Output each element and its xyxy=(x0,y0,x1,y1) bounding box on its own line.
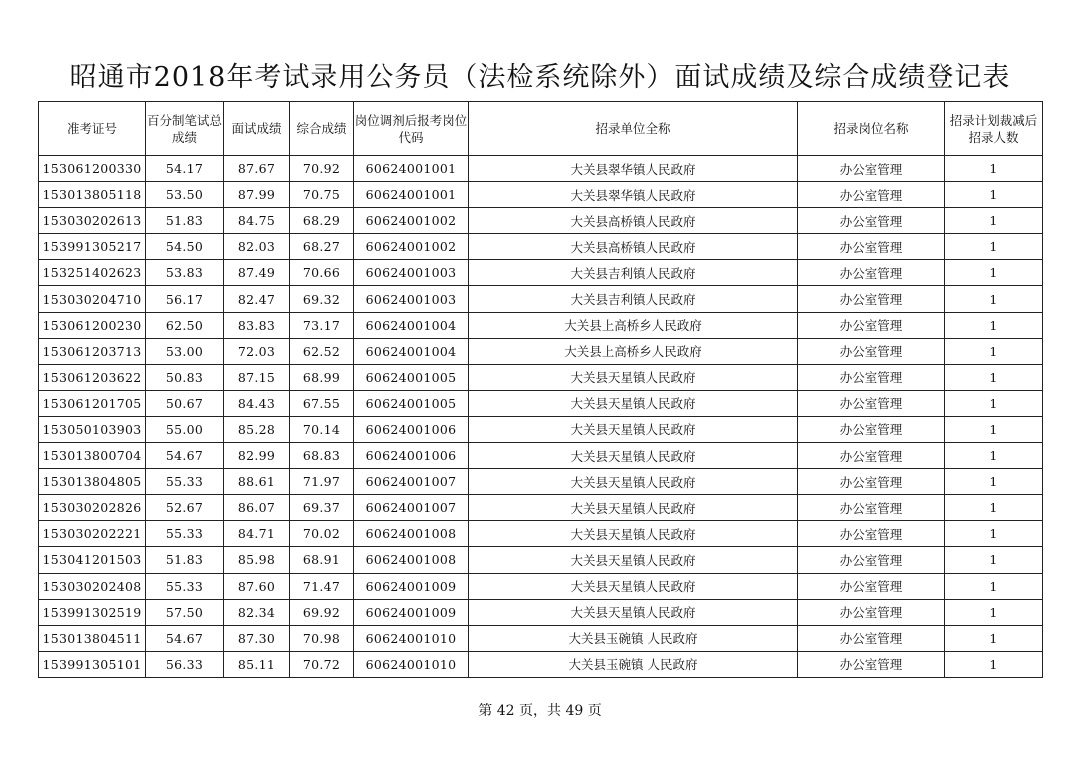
exam-id-cell: 153013800704 xyxy=(39,443,146,469)
total-score-cell: 70.14 xyxy=(290,416,354,442)
table-row xyxy=(39,260,1043,286)
unit-name-cell: 大关县天星镇人民政府 xyxy=(469,416,798,442)
unit-name-cell: 大关县天星镇人民政府 xyxy=(469,599,798,625)
unit-name-cell: 大关县翠华镇人民政府 xyxy=(469,182,798,208)
position-code-cell: 60624001002 xyxy=(354,208,469,234)
table-body xyxy=(39,156,1043,678)
interview-score-cell: 84.43 xyxy=(224,390,290,416)
unit-name-cell: 大关县吉利镇人民政府 xyxy=(469,286,798,312)
interview-score-cell: 88.61 xyxy=(224,469,290,495)
interview-score-cell: 87.49 xyxy=(224,260,290,286)
position-name-cell: 办公室管理 xyxy=(798,390,945,416)
position-code-cell: 60624001006 xyxy=(354,443,469,469)
quota-cell: 1 xyxy=(945,234,1043,260)
table-row xyxy=(39,521,1043,547)
total-score-cell: 68.27 xyxy=(290,234,354,260)
total-score-cell: 70.98 xyxy=(290,625,354,651)
table-row xyxy=(39,390,1043,416)
written-score-cell: 52.67 xyxy=(146,495,224,521)
position-name-cell: 办公室管理 xyxy=(798,364,945,390)
unit-name-cell: 大关县天星镇人民政府 xyxy=(469,469,798,495)
position-code-cell: 60624001004 xyxy=(354,338,469,364)
table-row xyxy=(39,625,1043,651)
exam-id-cell: 153030204710 xyxy=(39,286,146,312)
written-score-cell: 53.00 xyxy=(146,338,224,364)
header-position-name: 招录岗位名称 xyxy=(798,102,945,156)
position-name-cell: 办公室管理 xyxy=(798,443,945,469)
score-table xyxy=(38,101,1043,678)
written-score-cell: 53.83 xyxy=(146,260,224,286)
header-total-score: 综合成绩 xyxy=(290,102,354,156)
unit-name-cell: 大关县上高桥乡人民政府 xyxy=(469,312,798,338)
table-row xyxy=(39,338,1043,364)
total-score-cell: 69.92 xyxy=(290,599,354,625)
position-name-cell: 办公室管理 xyxy=(798,234,945,260)
total-score-cell: 67.55 xyxy=(290,390,354,416)
unit-name-cell: 大关县天星镇人民政府 xyxy=(469,521,798,547)
position-name-cell: 办公室管理 xyxy=(798,416,945,442)
position-code-cell: 60624001001 xyxy=(354,182,469,208)
table-row xyxy=(39,599,1043,625)
interview-score-cell: 86.07 xyxy=(224,495,290,521)
position-code-cell: 60624001008 xyxy=(354,547,469,573)
position-name-cell: 办公室管理 xyxy=(798,521,945,547)
exam-id-cell: 153013804511 xyxy=(39,625,146,651)
total-score-cell: 69.32 xyxy=(290,286,354,312)
quota-cell: 1 xyxy=(945,312,1043,338)
written-score-cell: 55.00 xyxy=(146,416,224,442)
interview-score-cell: 83.83 xyxy=(224,312,290,338)
unit-name-cell: 大关县天星镇人民政府 xyxy=(469,573,798,599)
total-score-cell: 70.66 xyxy=(290,260,354,286)
position-code-cell: 60624001009 xyxy=(354,599,469,625)
header-interview-score: 面试成绩 xyxy=(224,102,290,156)
exam-id-cell: 153061200330 xyxy=(39,156,146,182)
exam-id-cell: 153030202826 xyxy=(39,495,146,521)
total-score-cell: 71.97 xyxy=(290,469,354,495)
unit-name-cell: 大关县天星镇人民政府 xyxy=(469,364,798,390)
unit-name-cell: 大关县上高桥乡人民政府 xyxy=(469,338,798,364)
total-score-cell: 71.47 xyxy=(290,573,354,599)
table-row xyxy=(39,156,1043,182)
header-written-score: 百分制笔试总成绩 xyxy=(146,102,224,156)
total-score-cell: 68.83 xyxy=(290,443,354,469)
interview-score-cell: 85.11 xyxy=(224,651,290,677)
total-score-cell: 70.02 xyxy=(290,521,354,547)
total-score-cell: 68.99 xyxy=(290,364,354,390)
interview-score-cell: 87.60 xyxy=(224,573,290,599)
interview-score-cell: 85.28 xyxy=(224,416,290,442)
quota-cell: 1 xyxy=(945,495,1043,521)
table-row xyxy=(39,547,1043,573)
quota-cell: 1 xyxy=(945,208,1043,234)
position-code-cell: 60624001004 xyxy=(354,312,469,338)
written-score-cell: 55.33 xyxy=(146,469,224,495)
unit-name-cell: 大关县玉碗镇 人民政府 xyxy=(469,651,798,677)
written-score-cell: 51.83 xyxy=(146,208,224,234)
table-row xyxy=(39,443,1043,469)
interview-score-cell: 82.47 xyxy=(224,286,290,312)
exam-id-cell: 153061200230 xyxy=(39,312,146,338)
written-score-cell: 54.67 xyxy=(146,443,224,469)
written-score-cell: 57.50 xyxy=(146,599,224,625)
position-name-cell: 办公室管理 xyxy=(798,547,945,573)
position-name-cell: 办公室管理 xyxy=(798,495,945,521)
total-score-cell: 68.91 xyxy=(290,547,354,573)
header-position-code: 岗位调剂后报考岗位代码 xyxy=(354,102,469,156)
position-code-cell: 60624001008 xyxy=(354,521,469,547)
unit-name-cell: 大关县高桥镇人民政府 xyxy=(469,208,798,234)
position-code-cell: 60624001007 xyxy=(354,469,469,495)
unit-name-cell: 大关县天星镇人民政府 xyxy=(469,547,798,573)
exam-id-cell: 153050103903 xyxy=(39,416,146,442)
position-name-cell: 办公室管理 xyxy=(798,599,945,625)
total-score-cell: 70.92 xyxy=(290,156,354,182)
unit-name-cell: 大关县天星镇人民政府 xyxy=(469,390,798,416)
interview-score-cell: 82.34 xyxy=(224,599,290,625)
table-row xyxy=(39,208,1043,234)
quota-cell: 1 xyxy=(945,156,1043,182)
exam-id-cell: 153030202613 xyxy=(39,208,146,234)
position-code-cell: 60624001010 xyxy=(354,651,469,677)
quota-cell: 1 xyxy=(945,625,1043,651)
total-score-cell: 70.72 xyxy=(290,651,354,677)
unit-name-cell: 大关县吉利镇人民政府 xyxy=(469,260,798,286)
exam-id-cell: 153061203713 xyxy=(39,338,146,364)
quota-cell: 1 xyxy=(945,469,1043,495)
quota-cell: 1 xyxy=(945,547,1043,573)
position-code-cell: 60624001003 xyxy=(354,286,469,312)
quota-cell: 1 xyxy=(945,416,1043,442)
written-score-cell: 55.33 xyxy=(146,521,224,547)
total-score-cell: 70.75 xyxy=(290,182,354,208)
position-code-cell: 60624001005 xyxy=(354,364,469,390)
position-name-cell: 办公室管理 xyxy=(798,625,945,651)
exam-id-cell: 153030202221 xyxy=(39,521,146,547)
table-row xyxy=(39,651,1043,677)
interview-score-cell: 72.03 xyxy=(224,338,290,364)
table-row xyxy=(39,286,1043,312)
total-score-cell: 73.17 xyxy=(290,312,354,338)
position-name-cell: 办公室管理 xyxy=(798,573,945,599)
position-name-cell: 办公室管理 xyxy=(798,651,945,677)
page-footer: 第 42 页，共 49 页 xyxy=(478,703,602,719)
table-row xyxy=(39,416,1043,442)
exam-id-cell: 153061203622 xyxy=(39,364,146,390)
written-score-cell: 50.67 xyxy=(146,390,224,416)
exam-id-cell: 153991302519 xyxy=(39,599,146,625)
interview-score-cell: 84.75 xyxy=(224,208,290,234)
interview-score-cell: 82.03 xyxy=(224,234,290,260)
position-code-cell: 60624001007 xyxy=(354,495,469,521)
written-score-cell: 55.33 xyxy=(146,573,224,599)
unit-name-cell: 大关县天星镇人民政府 xyxy=(469,443,798,469)
position-name-cell: 办公室管理 xyxy=(798,208,945,234)
interview-score-cell: 87.67 xyxy=(224,156,290,182)
exam-id-cell: 153041201503 xyxy=(39,547,146,573)
position-name-cell: 办公室管理 xyxy=(798,312,945,338)
total-score-cell: 68.29 xyxy=(290,208,354,234)
written-score-cell: 56.33 xyxy=(146,651,224,677)
written-score-cell: 56.17 xyxy=(146,286,224,312)
interview-score-cell: 85.98 xyxy=(224,547,290,573)
position-name-cell: 办公室管理 xyxy=(798,156,945,182)
position-code-cell: 60624001003 xyxy=(354,260,469,286)
header-quota: 招录计划裁减后招录人数 xyxy=(945,102,1043,156)
unit-name-cell: 大关县翠华镇人民政府 xyxy=(469,156,798,182)
exam-id-cell: 153013805118 xyxy=(39,182,146,208)
position-code-cell: 60624001001 xyxy=(354,156,469,182)
exam-id-cell: 153030202408 xyxy=(39,573,146,599)
position-name-cell: 办公室管理 xyxy=(798,260,945,286)
written-score-cell: 53.50 xyxy=(146,182,224,208)
quota-cell: 1 xyxy=(945,521,1043,547)
written-score-cell: 54.17 xyxy=(146,156,224,182)
position-name-cell: 办公室管理 xyxy=(798,286,945,312)
interview-score-cell: 87.99 xyxy=(224,182,290,208)
quota-cell: 1 xyxy=(945,390,1043,416)
table-row xyxy=(39,573,1043,599)
quota-cell: 1 xyxy=(945,364,1043,390)
quota-cell: 1 xyxy=(945,338,1043,364)
interview-score-cell: 84.71 xyxy=(224,521,290,547)
total-score-cell: 69.37 xyxy=(290,495,354,521)
position-name-cell: 办公室管理 xyxy=(798,469,945,495)
exam-id-cell: 153061201705 xyxy=(39,390,146,416)
unit-name-cell: 大关县天星镇人民政府 xyxy=(469,495,798,521)
table-row xyxy=(39,364,1043,390)
table-row xyxy=(39,234,1043,260)
quota-cell: 1 xyxy=(945,260,1043,286)
interview-score-cell: 87.15 xyxy=(224,364,290,390)
quota-cell: 1 xyxy=(945,651,1043,677)
page-title: 昭通市2018年考试录用公务员（法检系统除外）面试成绩及综合成绩登记表 xyxy=(69,62,1011,93)
header-unit-name: 招录单位全称 xyxy=(469,102,798,156)
quota-cell: 1 xyxy=(945,182,1043,208)
position-code-cell: 60624001009 xyxy=(354,573,469,599)
written-score-cell: 51.83 xyxy=(146,547,224,573)
exam-id-cell: 153013804805 xyxy=(39,469,146,495)
exam-id-cell: 153991305217 xyxy=(39,234,146,260)
table-row xyxy=(39,469,1043,495)
written-score-cell: 62.50 xyxy=(146,312,224,338)
position-code-cell: 60624001010 xyxy=(354,625,469,651)
table-row xyxy=(39,182,1043,208)
exam-id-cell: 153991305101 xyxy=(39,651,146,677)
table-row xyxy=(39,312,1043,338)
quota-cell: 1 xyxy=(945,599,1043,625)
interview-score-cell: 82.99 xyxy=(224,443,290,469)
position-name-cell: 办公室管理 xyxy=(798,182,945,208)
written-score-cell: 54.50 xyxy=(146,234,224,260)
position-code-cell: 60624001006 xyxy=(354,416,469,442)
interview-score-cell: 87.30 xyxy=(224,625,290,651)
table-row xyxy=(39,495,1043,521)
header-exam-id: 准考证号 xyxy=(39,102,146,156)
unit-name-cell: 大关县玉碗镇 人民政府 xyxy=(469,625,798,651)
written-score-cell: 54.67 xyxy=(146,625,224,651)
exam-id-cell: 153251402623 xyxy=(39,260,146,286)
quota-cell: 1 xyxy=(945,573,1043,599)
position-code-cell: 60624001005 xyxy=(354,390,469,416)
quota-cell: 1 xyxy=(945,443,1043,469)
quota-cell: 1 xyxy=(945,286,1043,312)
written-score-cell: 50.83 xyxy=(146,364,224,390)
unit-name-cell: 大关县高桥镇人民政府 xyxy=(469,234,798,260)
position-code-cell: 60624001002 xyxy=(354,234,469,260)
total-score-cell: 62.52 xyxy=(290,338,354,364)
position-name-cell: 办公室管理 xyxy=(798,338,945,364)
table-header-row xyxy=(39,102,1043,156)
